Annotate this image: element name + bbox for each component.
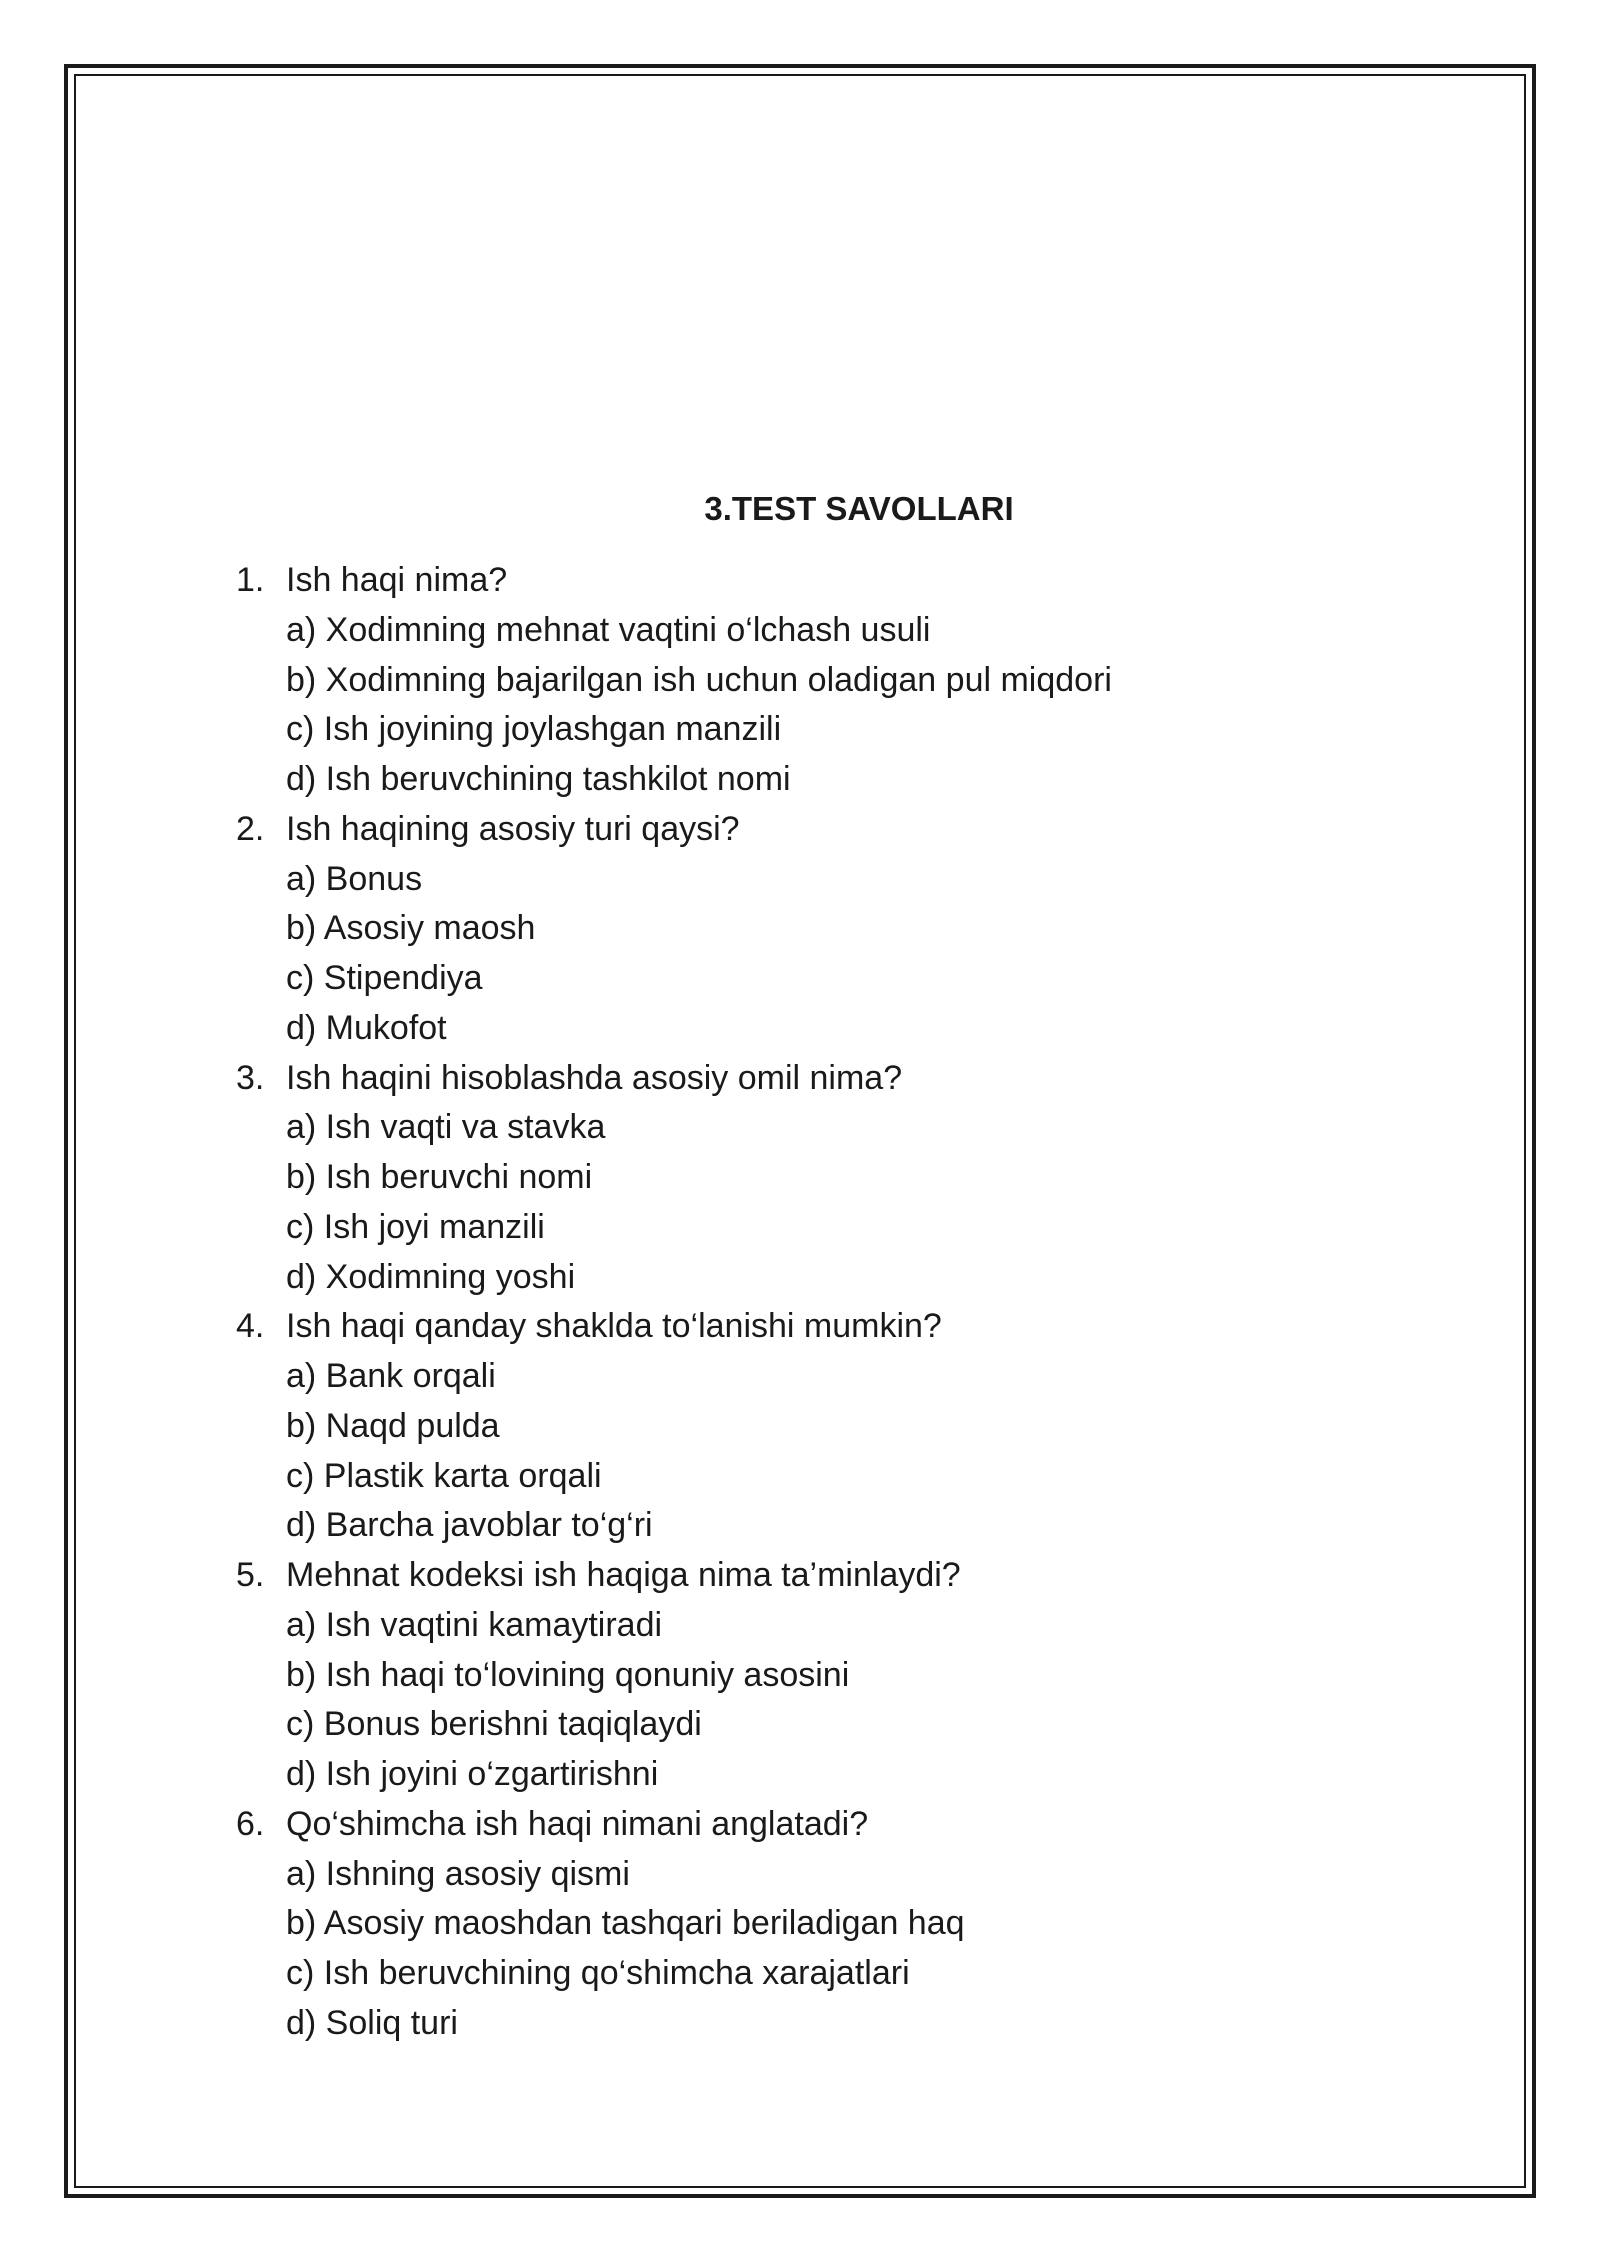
answer-option: c) Stipendiya	[286, 959, 483, 997]
question-number: 3.	[236, 1058, 265, 1097]
answer-option: a) Bonus	[286, 859, 423, 898]
page-title: 3.TEST SAVOLLARI	[704, 490, 1014, 527]
answer-option: d) Mukofot	[286, 1008, 447, 1047]
answer-option: c) Ish beruvchining qo‘shimcha xarajatlari	[286, 1954, 910, 1992]
answer-option: b) Ish beruvchi nomi	[286, 1158, 593, 1196]
answer-option: b) Ish haqi to‘lovining qonuniy asosini	[286, 1655, 850, 1694]
question-number: 1.	[236, 561, 265, 599]
question-text: Qo‘shimcha ish haqi nimani anglatadi?	[286, 1804, 869, 1843]
question-item	[236, 1551, 1436, 1800]
question-line	[236, 1054, 1436, 1104]
answer-option: d) Soliq turi	[286, 2003, 458, 2042]
answer-option: c) Ish joyi manzili	[286, 1207, 545, 1246]
question-item	[236, 805, 1436, 1054]
answer-option: b) Naqd pulda	[286, 1406, 500, 1445]
question-text: Ish haqi nima?	[286, 561, 508, 599]
question-number: 4.	[236, 1307, 265, 1346]
question-item	[236, 1054, 1436, 1303]
question-number: 6.	[236, 1804, 265, 1843]
answer-option: a) Xodimning mehnat vaqtini o‘lchash usuli	[286, 610, 931, 649]
question-item	[236, 1302, 1436, 1551]
question-line	[236, 1551, 1436, 1601]
answer-option: d) Xodimning yoshi	[286, 1257, 576, 1296]
answer-option: c) Plastik karta orqali	[286, 1456, 602, 1495]
question-number: 5.	[236, 1556, 265, 1594]
answer-option: a) Ish vaqti va stavka	[286, 1108, 606, 1147]
question-text: Ish haqining asosiy turi qaysi?	[286, 809, 740, 848]
answer-option: d) Ish joyini o‘zgartirishni	[286, 1755, 659, 1793]
answer-option: a) Ish vaqtini kamaytiradi	[286, 1605, 663, 1644]
answer-option: c) Ish joyining joylashgan manzili	[286, 710, 782, 749]
answer-option: d) Barcha javoblar to‘g‘ri	[286, 1506, 653, 1545]
answer-option: c) Bonus berishni taqiqlaydi	[286, 1705, 702, 1744]
question-line	[236, 556, 1436, 606]
answer-option: d) Ish beruvchining tashkilot nomi	[286, 760, 791, 798]
answer-option: b) Asosiy maosh	[286, 909, 536, 948]
question-text: Mehnat kodeksi ish haqiga nima ta’minlaydi?	[286, 1556, 961, 1594]
question-line	[236, 1302, 1436, 1352]
question-number: 2.	[236, 809, 265, 848]
question-line	[236, 805, 1436, 855]
question-list	[236, 556, 1436, 2049]
question-text: Ish haqini hisoblashda asosiy omil nima?	[286, 1058, 903, 1097]
answer-option: b) Xodimning bajarilgan ish uchun oladigan pul miqdori	[286, 660, 1112, 699]
answer-option: b) Asosiy maoshdan tashqari beriladigan haq	[286, 1904, 965, 1943]
answer-option: a) Bank orqali	[286, 1357, 496, 1395]
question-text: Ish haqi qanday shaklda to‘lanishi mumkin?	[286, 1307, 942, 1346]
answer-option: a) Ishning asosiy qismi	[286, 1854, 630, 1893]
question-item	[236, 1800, 1436, 2049]
question-item	[236, 556, 1436, 805]
question-line	[236, 1800, 1436, 1850]
